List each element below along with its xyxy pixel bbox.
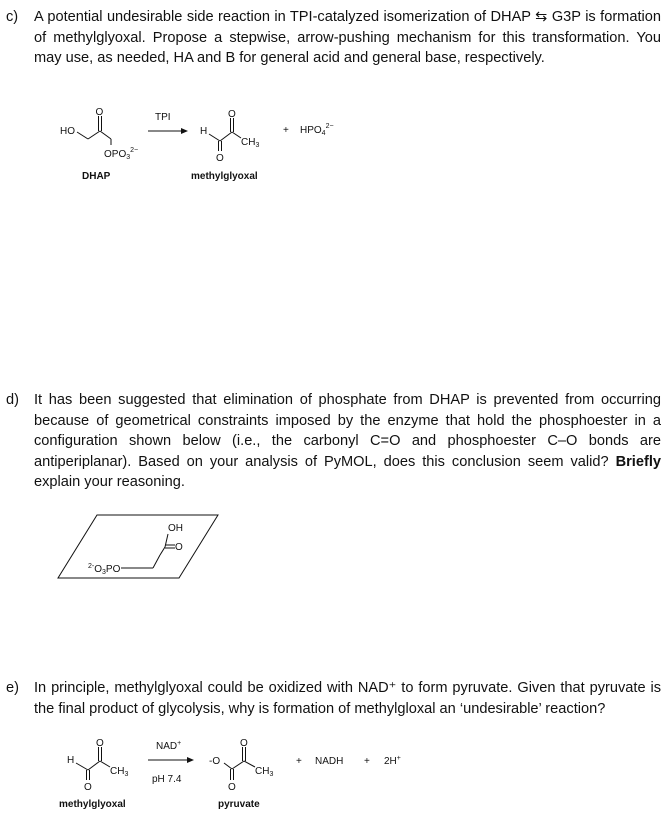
dhap-ho-label: HO	[60, 126, 75, 137]
nadh-label: NADH	[315, 756, 344, 767]
nad-reagent-label: NAD+	[156, 740, 182, 752]
scheme-methylglyoxal-to-pyruvate	[0, 730, 665, 815]
question-c-text: A potential undesirable side reaction in TPI-catalyzed isomerization of DHAP ⇆ G3P is formation of methylglyoxal. Propose a stepwise, arrow-pushing mechanism for this transformation. You may use, as needed, HA and B for general acid and general base, respectively.	[34, 9, 661, 67]
methylglyoxal-structure	[209, 118, 241, 151]
methylglyoxal-ch3-label: $CH_3$	[241, 137, 260, 149]
dhap-phosphate-label: $OPO_3^{2-}$	[104, 147, 139, 161]
scheme3-reactant-caption: methylglyoxal	[59, 799, 126, 810]
pyruvate-top-o: O	[240, 738, 248, 749]
question-e-label: e)	[6, 680, 19, 696]
conformation-carbonyl-o: O	[175, 542, 183, 553]
methylglyoxal-caption: methylglyoxal	[191, 171, 258, 182]
scheme3-h-label: H	[67, 755, 75, 766]
dhap-caption: DHAP	[82, 171, 111, 182]
conformation-phosphate-label: $^{2-}O_3PO$	[88, 563, 121, 576]
methylglyoxal-h-label: H	[200, 126, 208, 137]
question-c-label: c)	[6, 9, 19, 25]
hydrogen-phosphate-label: $HPO_4^{2-}$	[300, 123, 334, 137]
question-e	[6, 678, 661, 719]
scheme-dhap-to-methylglyoxal	[0, 105, 665, 190]
scheme3-plus-1: +	[296, 756, 302, 767]
question-d	[6, 390, 661, 493]
pyruvate-carboxylate-o: -O	[209, 756, 221, 767]
scheme1-plus: +	[283, 125, 289, 136]
pyruvate-structure	[224, 747, 255, 780]
scheme-antiperiplanar-conformation	[55, 510, 235, 582]
scheme3-bottom-o: O	[84, 782, 92, 793]
proton-label: 2H+	[384, 755, 401, 767]
scheme3-top-o: O	[96, 738, 104, 749]
nad-arrow-head	[187, 757, 194, 763]
ph-condition-label: pH 7.4	[152, 774, 182, 785]
methylglyoxal-bottom-o: O	[216, 153, 224, 164]
question-d-text: It has been suggested that elimination of phosphate from DHAP is prevented from occurring because of geometrical constraints imposed by the enzyme that hold the phosphoester in a configuration shown below (i.e., the carbonyl C=O and phosphoester C–O bonds are antiperiplanar). Based on your analysis of PyMOL, does this conclusion seem valid? Briefly explain your reasoning.	[34, 392, 662, 491]
tpi-arrow-head	[181, 128, 188, 134]
methylglyoxal-structure-2	[76, 747, 110, 780]
scheme3-product-caption: pyruvate	[218, 799, 260, 810]
conformation-oh-label: OH	[168, 523, 183, 534]
conformation-bonds	[121, 534, 175, 568]
scheme3-ch3-label: $CH_3$	[110, 766, 129, 778]
briefly-emphasis: Briefly	[615, 453, 662, 470]
dhap-carbonyl-o: O	[95, 107, 104, 118]
question-c	[6, 7, 661, 69]
pyruvate-ch3-label: $CH_3$	[255, 766, 274, 778]
pyruvate-bottom-o: O	[228, 782, 236, 793]
tpi-label: TPI	[155, 112, 171, 123]
scheme3-plus-2: +	[364, 756, 370, 767]
conformation-plane	[58, 515, 218, 578]
question-e-text: In principle, methylglyoxal could be oxidized with NAD⁺ to form pyruvate. Given that pyruvate is the final product of glycolysis, why is formation of methylgloxal an ‘undesirable’ reaction?	[34, 680, 661, 717]
dhap-structure	[77, 116, 111, 145]
question-d-label: d)	[6, 392, 19, 408]
methylglyoxal-top-o: O	[228, 109, 236, 120]
